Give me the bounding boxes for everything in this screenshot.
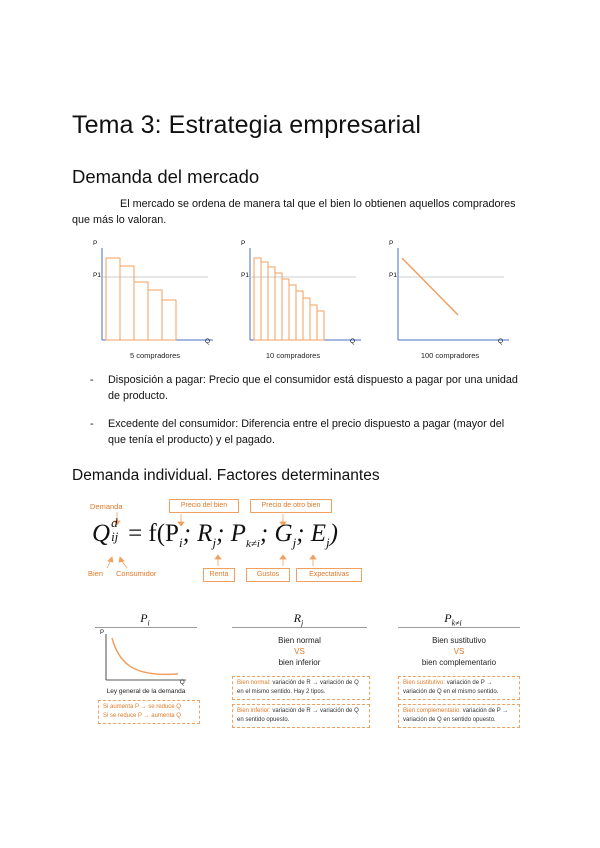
formula-sub-i: i — [178, 535, 183, 550]
chart1-p-label: P1 — [93, 272, 101, 279]
bullet-dash: - — [90, 374, 94, 386]
chart-5-compradores — [88, 238, 218, 348]
box-precio-otro-bien: Precio de otro bien — [250, 499, 332, 513]
col2-vs: VS — [294, 647, 305, 656]
box-precio-bien: Precio del bien — [169, 499, 239, 513]
formula-pk: ; P — [216, 520, 246, 547]
col2-line1: Bien normal — [278, 636, 321, 645]
chart3-demand-line — [402, 258, 458, 315]
chart2-y-label: P — [241, 240, 246, 247]
chart1-caption: 5 compradores — [129, 351, 181, 360]
col1-caption: Ley general de la demanda — [106, 688, 186, 695]
col1-heading: $P_i$ — [140, 611, 150, 628]
chart2-caption: 10 compradores — [265, 351, 321, 360]
chart1-x-label: Q — [205, 338, 211, 345]
col1-rule-line2: Si se reduce P → aumenta Q — [103, 713, 181, 719]
col3-vs: VS — [453, 647, 465, 656]
section-heading-demanda-individual: Demanda individual. Factores determinantes — [72, 467, 380, 484]
section-heading-demanda-mercado: Demanda del mercado — [72, 166, 260, 187]
col3-heading: $P_{k\ne i}$ — [444, 611, 462, 628]
col1-y-label: P — [100, 630, 105, 636]
formula-sup-d: d — [111, 515, 118, 530]
label-consumidor: Consumidor — [116, 569, 157, 578]
box-gustos: Gustos — [246, 568, 290, 582]
bullet-text: Excedente del consumidor: Diferencia entre el precio dispuesto a pagar (mayor del que tenía el producto) y el pagado. — [108, 418, 505, 446]
chart3-caption: 100 compradores — [420, 351, 480, 360]
col2-box2-key: Bien inferior: — [237, 708, 271, 714]
col2-box1-key: Bien normal: — [237, 680, 271, 686]
page-title: Tema 3: Estrategia empresarial — [72, 111, 421, 139]
col2-box1-text: variación de R → variación de Q en el mismo sentido. Hay 2 tipos. — [237, 680, 359, 695]
formula-sub-ij: ij — [111, 529, 119, 544]
bullet-disposicion — [90, 373, 520, 405]
formula-sub-j: j — [212, 535, 217, 550]
bullet-excedente — [90, 417, 520, 449]
formula-rhs: = f(P — [128, 520, 179, 547]
formula-sub-j2: j — [292, 535, 297, 550]
col3-box-sustitutivo — [398, 676, 520, 700]
col2-line2: bien inferior — [278, 658, 321, 667]
chart1-bars — [106, 258, 176, 340]
paragraph-mercado: El mercado se ordena de manera tal que el bien lo obtienen aquellos compradores que más lo valoran. — [72, 198, 516, 226]
formula-g: ; G — [259, 520, 293, 547]
col1-x-label: Q — [180, 680, 185, 686]
chart1-y-label: P — [93, 240, 98, 247]
col3-box1-text: variación de P → variación de Q en el mismo sentido. — [403, 680, 499, 695]
box-renta: Renta — [203, 568, 235, 582]
formula-sub-k: k≠i — [245, 538, 260, 550]
col3-box2-key: Bien complementario: — [403, 708, 462, 714]
col3-box1-key: Bien sustitutivo: — [403, 680, 446, 686]
chart3-y-label: P — [389, 240, 394, 247]
col1-rule-line1: Si aumenta P → se reduce Q — [103, 704, 181, 710]
col3-line1: Bien sustitutivo — [432, 636, 486, 645]
bullet-text: Disposición a pagar: Precio que el consumidor está dispuesto a pagar por una unidad de producto. — [108, 374, 518, 402]
formula-close: ) — [329, 520, 338, 547]
col3-box2-text: variación de P → variación de Q en sentido opuesto. — [403, 708, 509, 723]
label-bien: Bien — [88, 569, 104, 578]
col3-line2: bien complementario — [421, 658, 497, 667]
col3-separator — [398, 627, 520, 628]
chart3-p-label: P1 — [389, 272, 397, 279]
col2-separator — [232, 627, 367, 628]
chart-100-compradores — [384, 238, 514, 348]
bullet-dash: - — [90, 418, 94, 430]
label-demanda: Demanda — [90, 502, 123, 511]
formula-r: ; R — [182, 520, 213, 547]
col2-box-inferior — [232, 704, 370, 728]
col3-box-complementario — [398, 704, 520, 728]
box-expectativas: Expectativas — [296, 568, 362, 582]
col1-separator — [95, 627, 197, 628]
formula-e: ; E — [296, 520, 327, 547]
chart3-x-label: Q — [498, 338, 504, 345]
chart2-p-label: P1 — [241, 272, 249, 279]
col2-heading: $R_j$ — [293, 611, 304, 628]
formula-sub-j3: j — [326, 535, 330, 550]
col1-rule-box — [98, 700, 200, 724]
formula-q: Q — [92, 520, 111, 547]
col2-box2-text: variación de R → variación de Q en sentido opuesto. — [237, 708, 359, 723]
chart2-x-label: Q — [350, 338, 356, 345]
col2-box-normal — [232, 676, 370, 700]
col1-demand-curve-chart — [98, 630, 190, 686]
chart-10-compradores — [236, 238, 366, 348]
formula-demanda — [92, 515, 338, 551]
chart2-bars — [254, 258, 324, 340]
